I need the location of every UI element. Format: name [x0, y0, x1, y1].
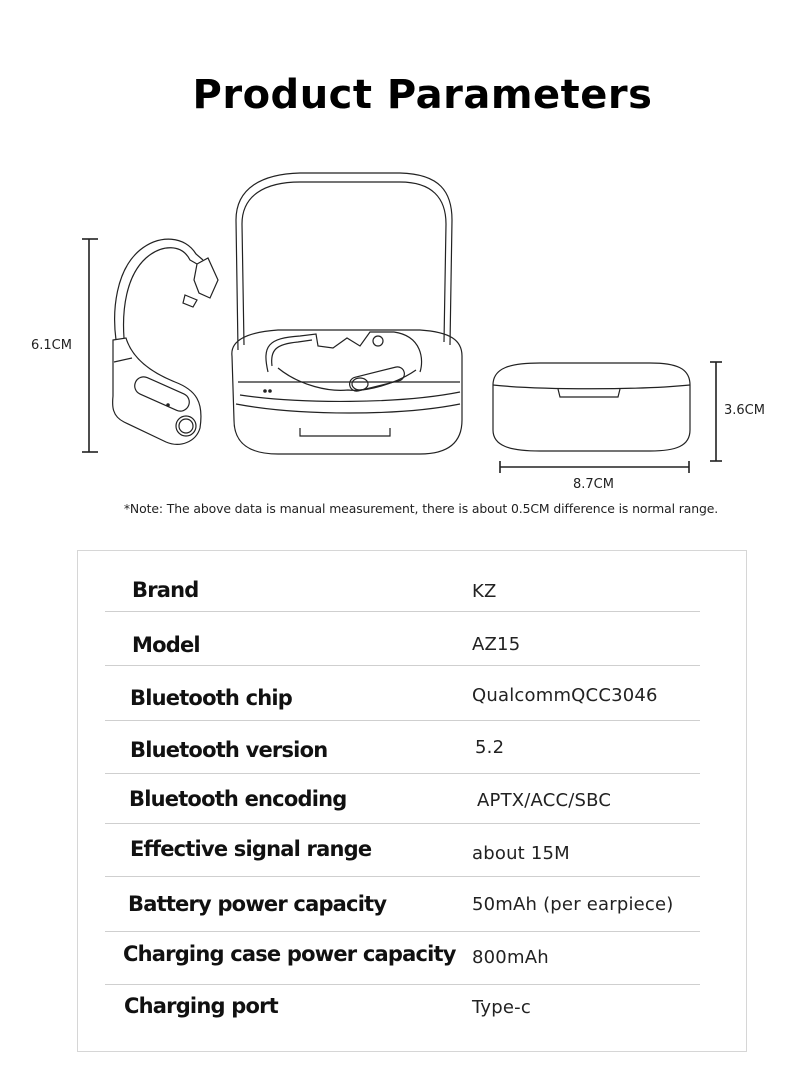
spec-value: QualcommQCC3046 — [472, 685, 658, 706]
spec-value: Type-c — [472, 997, 531, 1018]
spec-row-bluetooth-version — [105, 721, 700, 774]
dimension-lines — [0, 160, 800, 500]
spec-row-model — [105, 612, 700, 666]
spec-value: AZ15 — [472, 634, 521, 655]
spec-value: KZ — [472, 581, 497, 602]
spec-label: Bluetooth encoding — [129, 787, 347, 811]
spec-value: 800mAh — [472, 947, 549, 968]
open-case-illustration — [232, 173, 462, 454]
spec-row-charging-port — [105, 985, 700, 1040]
spec-row-case-capacity — [105, 932, 700, 985]
spec-label: Charging case power capacity — [123, 942, 456, 966]
spec-label: Model — [132, 633, 200, 657]
spec-value: about 15M — [472, 843, 570, 864]
spec-label: Battery power capacity — [128, 892, 387, 916]
product-dimension-diagram — [0, 160, 800, 500]
case-width-label: 8.7CM — [573, 477, 614, 492]
closed-case-illustration — [493, 363, 690, 451]
page-title: Product Parameters — [192, 72, 653, 118]
spec-row-signal-range — [105, 824, 700, 877]
spec-row-battery-capacity — [105, 877, 700, 932]
earhook-height-label: 6.1CM — [31, 338, 72, 353]
spec-row-bluetooth-chip — [105, 666, 700, 721]
spec-label: Bluetooth version — [130, 738, 328, 762]
spec-value: APTX/ACC/SBC — [477, 790, 612, 811]
spec-value: 5.2 — [475, 737, 505, 758]
spec-label: Charging port — [124, 994, 278, 1018]
spec-row-brand — [105, 560, 700, 612]
case-height-label: 3.6CM — [724, 403, 765, 418]
measurement-note: *Note: The above data is manual measurement, there is about 0.5CM difference is normal range. — [123, 501, 719, 516]
earhook-illustration — [113, 239, 218, 444]
spec-value: 50mAh (per earpiece) — [472, 894, 674, 915]
spec-label: Effective signal range — [130, 837, 372, 861]
spec-label: Bluetooth chip — [130, 686, 293, 710]
spec-row-bluetooth-encoding — [105, 774, 700, 824]
spec-label: Brand — [132, 578, 199, 602]
